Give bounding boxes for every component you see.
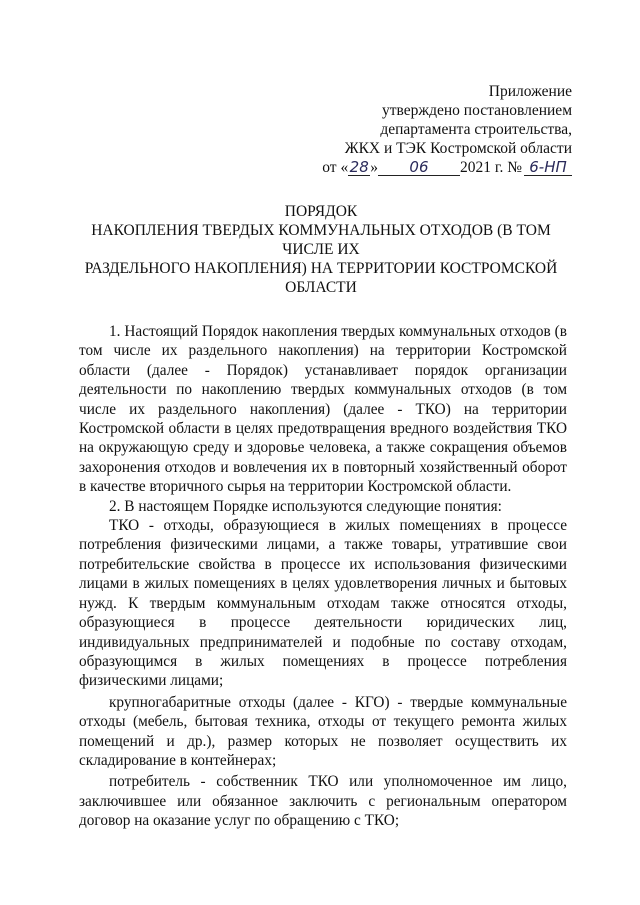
paragraph-5-consumer-definition: потребитель - собственник ТКО или уполномоченное им лицо, заключившее или обязанное заключить с региональным оператором договор на оказание услуг по обращению с ТКО; xyxy=(79,773,567,830)
header-line-region: ЖКХ и ТЭК Костромской области xyxy=(344,140,572,157)
header-line-department: департамента строительства, xyxy=(380,121,572,138)
date-month-handwritten: 06 xyxy=(378,160,460,176)
document-title xyxy=(60,202,582,297)
paragraph-4-kgo-definition: крупногабаритные отходы (далее - КГО) - твердые коммунальные отходы (мебель, бытовая техника, отходы от текущего ремонта жилых помещений и др.), размер которых не позволяет осуществить их складирование в контейнерах; xyxy=(79,693,567,769)
header-date-line xyxy=(322,158,572,177)
header-line-appendix: Приложение xyxy=(488,83,572,100)
title-line-3: ЧИСЛЕ ИХ xyxy=(282,241,360,258)
date-prefix: от « xyxy=(322,159,349,176)
date-mid: » xyxy=(370,159,378,176)
header-line-approved: утверждено постановлением xyxy=(382,102,572,119)
document-number-handwritten: 6-НП xyxy=(524,160,572,176)
date-day-handwritten: 28 xyxy=(349,158,369,176)
title-line-1: ПОРЯДОК xyxy=(284,203,358,220)
document-body xyxy=(79,322,567,831)
title-line-2: НАКОПЛЕНИЯ ТВЕРДЫХ КОММУНАЛЬНЫХ ОТХОДОВ (В ТОМ xyxy=(91,222,551,239)
date-year-text: 2021 г. № xyxy=(459,159,522,176)
paragraph-2: 2. В настоящем Порядке используются следующие понятия: xyxy=(109,497,502,515)
paragraph-1: 1. Настоящий Порядок накопления твердых коммунальных отходов (в том числе их раздельного накопления) на территории Костромской области (далее - Порядок) устанавливает порядок организации деятельности по накоплению твердых коммунальных отходов (в том числе их раздельного накопления) (далее - ТКО) на территории Костромской области в целях предотвращения вредного воздействия ТКО на окружающую среду и здоровье человека, а также сокращения объемов захоронения отходов и вовлечения их в повторный хозяйственный оборот в качестве вторичного сырья на территории Костромской области. xyxy=(79,323,567,496)
paragraph-3-tko-definition: ТКО - отходы, образующиеся в жилых помещениях в процессе потребления физическими лицами, а также товары, утратившие свои потребительские свойства в процессе их использования физическими лицами в жилых помещениях в целях удовлетворения личных и бытовых нужд. К твердым коммунальным отходам также относятся отходы, образующиеся в процессе деятельности юридических лиц, индивидуальных предпринимателей и подобные по составу отходам, образующимся в жилых помещениях в процессе потребления физическими лицами; xyxy=(79,517,567,690)
title-line-4: РАЗДЕЛЬНОГО НАКОПЛЕНИЯ) НА ТЕРРИТОРИИ КОСТРОМСКОЙ xyxy=(84,260,558,277)
approval-header xyxy=(322,82,572,177)
title-line-5: ОБЛАСТИ xyxy=(285,279,357,296)
